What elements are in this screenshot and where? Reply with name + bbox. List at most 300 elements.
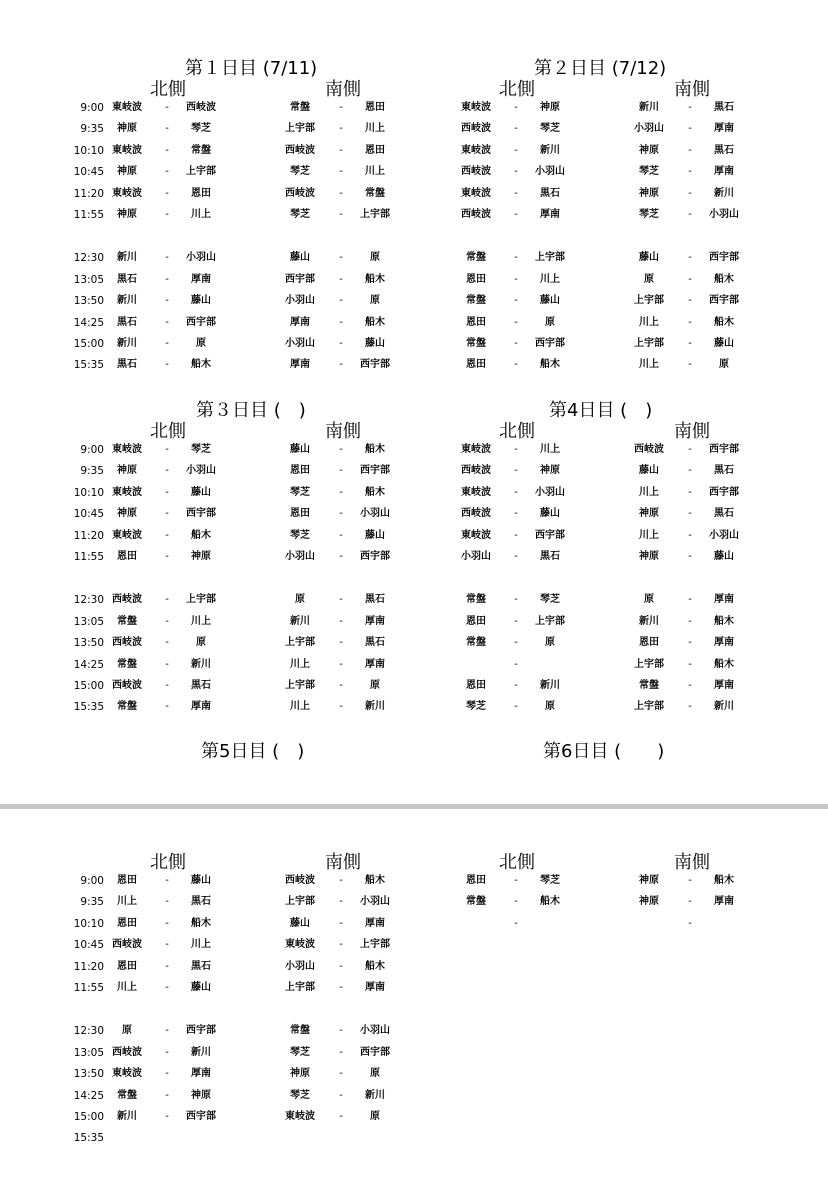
- vs-dash: -: [514, 444, 518, 455]
- vs-dash: -: [165, 486, 169, 498]
- vs-dash: -: [514, 123, 518, 135]
- team-name: 琴芝: [466, 701, 486, 713]
- team-name: 川上: [117, 982, 137, 993]
- team-name: 小羽山: [461, 551, 491, 562]
- time-slot: 10:45: [73, 939, 104, 952]
- team-name: 西宇部: [285, 273, 315, 285]
- time-slot: 9:00: [80, 102, 104, 114]
- team-name: 厚南: [191, 701, 211, 713]
- team-name: 常盤: [117, 1089, 137, 1101]
- vs-dash: -: [339, 316, 343, 328]
- team-name: 琴芝: [540, 123, 560, 135]
- team-name: 西岐波: [285, 875, 315, 886]
- team-name: 琴芝: [290, 166, 310, 178]
- vs-dash: -: [165, 338, 169, 349]
- team-name: 小羽山: [285, 551, 315, 562]
- day-title: 第２日目 (7/12): [534, 58, 667, 79]
- team-name: 小羽山: [186, 465, 216, 477]
- team-name: 船木: [191, 529, 211, 541]
- vs-dash: -: [688, 486, 692, 498]
- team-name: 小羽山: [285, 295, 315, 307]
- team-name: 西岐波: [285, 144, 315, 156]
- vs-dash: -: [339, 1111, 343, 1122]
- team-name: 厚南: [540, 209, 560, 220]
- vs-dash: -: [165, 615, 169, 627]
- team-name: 西宇部: [709, 444, 739, 455]
- team-name: 小羽山: [360, 1025, 390, 1037]
- team-name: 神原: [117, 209, 137, 220]
- team-name: 西岐波: [112, 1046, 142, 1058]
- team-name: 常盤: [290, 102, 310, 113]
- vs-dash: -: [165, 359, 169, 371]
- team-name: 東岐波: [285, 939, 315, 951]
- team-name: 琴芝: [639, 166, 659, 178]
- team-name: 恩田: [290, 508, 310, 520]
- match-row: [0, 356, 828, 374]
- match-row: [0, 656, 828, 674]
- time-slot: 14:25: [73, 1089, 104, 1102]
- vs-dash: -: [165, 939, 169, 951]
- team-name: 川上: [639, 316, 659, 328]
- vs-dash: -: [688, 896, 692, 908]
- time-slot: 15:00: [73, 338, 104, 350]
- vs-dash: -: [514, 252, 518, 264]
- team-name: 新川: [639, 615, 659, 627]
- team-name: 川上: [117, 896, 137, 908]
- vs-dash: -: [688, 615, 692, 627]
- team-name: 厚南: [365, 615, 385, 627]
- team-name: 小羽山: [285, 960, 315, 972]
- match-row: [0, 314, 828, 332]
- team-name: 厚南: [191, 1068, 211, 1080]
- vs-dash: -: [165, 166, 169, 178]
- team-name: 原: [370, 680, 380, 691]
- vs-dash: -: [688, 551, 692, 562]
- team-name: 東岐波: [461, 144, 491, 156]
- team-name: 原: [122, 1025, 132, 1037]
- time-slot: 11:20: [73, 529, 104, 542]
- team-name: 小羽山: [634, 123, 664, 135]
- vs-dash: -: [339, 658, 343, 670]
- vs-dash: -: [339, 486, 343, 498]
- team-name: 恩田: [117, 960, 137, 972]
- team-name: 原: [370, 1111, 380, 1122]
- south-header: 南側: [325, 79, 361, 100]
- time-slot: 15:00: [73, 1111, 104, 1123]
- team-name: 厚南: [714, 637, 734, 649]
- vs-dash: -: [514, 187, 518, 199]
- team-name: 厚南: [714, 680, 734, 691]
- day-title: 第5日目 ( ): [201, 741, 305, 762]
- team-name: 原: [370, 252, 380, 264]
- vs-dash: -: [339, 637, 343, 649]
- time-slot: 10:10: [73, 144, 104, 157]
- team-name: 神原: [639, 508, 659, 520]
- south-header: 南側: [674, 852, 710, 873]
- north-header: 北側: [499, 421, 535, 442]
- team-name: 恩田: [466, 316, 486, 328]
- vs-dash: -: [688, 680, 692, 691]
- time-slot: 15:35: [73, 1132, 104, 1145]
- team-name: 上宇部: [186, 594, 216, 606]
- team-name: 西宇部: [535, 529, 565, 541]
- vs-dash: -: [165, 144, 169, 156]
- team-name: 東岐波: [461, 444, 491, 455]
- team-name: 常盤: [365, 187, 385, 199]
- team-name: 藤山: [191, 295, 211, 307]
- team-name: 西岐波: [112, 680, 142, 691]
- team-name: 上宇部: [285, 637, 315, 649]
- vs-dash: -: [339, 529, 343, 541]
- team-name: 黒石: [714, 144, 734, 156]
- team-name: 東岐波: [461, 187, 491, 199]
- team-name: 西宇部: [186, 508, 216, 520]
- team-name: 黒石: [117, 316, 137, 328]
- vs-dash: -: [339, 273, 343, 285]
- team-name: 厚南: [714, 123, 734, 135]
- match-row: [0, 1022, 828, 1040]
- vs-dash: -: [688, 658, 692, 670]
- team-name: 恩田: [466, 273, 486, 285]
- team-name: 藤山: [290, 444, 310, 455]
- vs-dash: -: [165, 551, 169, 562]
- vs-dash: -: [339, 1068, 343, 1080]
- team-name: 西岐波: [461, 123, 491, 135]
- team-name: 藤山: [191, 486, 211, 498]
- team-name: 黒石: [540, 187, 560, 199]
- team-name: 船木: [714, 658, 734, 670]
- team-name: 船木: [191, 917, 211, 929]
- vs-dash: -: [514, 658, 518, 670]
- time-slot: 13:05: [73, 1046, 104, 1059]
- vs-dash: -: [339, 875, 343, 886]
- time-slot: 9:35: [80, 896, 104, 909]
- team-name: 川上: [639, 486, 659, 498]
- team-name: 藤山: [290, 917, 310, 929]
- team-name: 西岐波: [634, 444, 664, 455]
- vs-dash: -: [514, 338, 518, 349]
- vs-dash: -: [339, 102, 343, 113]
- team-name: 常盤: [466, 252, 486, 264]
- team-name: 西宇部: [360, 359, 390, 371]
- team-name: 船木: [365, 444, 385, 455]
- south-header: 南側: [674, 421, 710, 442]
- vs-dash: -: [165, 1025, 169, 1037]
- team-name: 川上: [191, 939, 211, 951]
- team-name: 新川: [639, 102, 659, 113]
- vs-dash: -: [165, 1046, 169, 1058]
- time-slot: 11:55: [73, 982, 104, 994]
- vs-dash: -: [165, 252, 169, 264]
- vs-dash: -: [514, 273, 518, 285]
- team-name: 西岐波: [461, 508, 491, 520]
- team-name: 西宇部: [186, 1111, 216, 1122]
- match-row: [0, 99, 828, 117]
- vs-dash: -: [165, 1111, 169, 1122]
- team-name: 西岐波: [112, 637, 142, 649]
- vs-dash: -: [514, 637, 518, 649]
- team-name: 上宇部: [634, 701, 664, 713]
- team-name: 琴芝: [639, 209, 659, 220]
- vs-dash: -: [339, 338, 343, 349]
- north-header: 北側: [499, 852, 535, 873]
- vs-dash: -: [514, 594, 518, 606]
- team-name: 常盤: [639, 680, 659, 691]
- team-name: 琴芝: [191, 444, 211, 455]
- vs-dash: -: [688, 359, 692, 371]
- team-name: 船木: [365, 486, 385, 498]
- team-name: 上宇部: [360, 209, 390, 220]
- team-name: 藤山: [714, 338, 734, 349]
- team-name: 厚南: [290, 316, 310, 328]
- south-header: 南側: [325, 852, 361, 873]
- vs-dash: -: [514, 166, 518, 178]
- team-name: 常盤: [466, 338, 486, 349]
- team-name: 常盤: [466, 637, 486, 649]
- match-row: [0, 677, 828, 695]
- north-header: 北側: [150, 79, 186, 100]
- team-name: 厚南: [714, 896, 734, 908]
- team-name: 原: [295, 594, 305, 606]
- vs-dash: -: [514, 551, 518, 562]
- match-row: [0, 634, 828, 652]
- team-name: 神原: [639, 187, 659, 199]
- vs-dash: -: [165, 273, 169, 285]
- vs-dash: -: [339, 960, 343, 972]
- vs-dash: -: [514, 529, 518, 541]
- team-name: 上宇部: [186, 166, 216, 178]
- team-name: 川上: [540, 444, 560, 455]
- vs-dash: -: [165, 594, 169, 606]
- team-name: 東岐波: [112, 144, 142, 156]
- team-name: 小羽山: [186, 252, 216, 264]
- vs-dash: -: [339, 701, 343, 713]
- team-name: 厚南: [714, 594, 734, 606]
- time-slot: 11:55: [73, 209, 104, 221]
- team-name: 神原: [117, 166, 137, 178]
- team-name: 黒石: [117, 359, 137, 371]
- team-name: 船木: [365, 316, 385, 328]
- team-name: 新川: [540, 680, 560, 691]
- team-name: 西宇部: [360, 465, 390, 477]
- team-name: 新川: [191, 1046, 211, 1058]
- vs-dash: -: [339, 1089, 343, 1101]
- north-header: 北側: [150, 852, 186, 873]
- team-name: 厚南: [191, 273, 211, 285]
- north-header: 北側: [150, 421, 186, 442]
- day-title: 第１日目 (7/11): [185, 58, 318, 79]
- vs-dash: -: [339, 1025, 343, 1037]
- team-name: 東岐波: [112, 187, 142, 199]
- team-name: 黒石: [191, 680, 211, 691]
- match-row: [0, 271, 828, 289]
- team-name: 厚南: [714, 166, 734, 178]
- team-name: 恩田: [191, 187, 211, 199]
- time-slot: 10:45: [73, 166, 104, 179]
- team-name: 原: [545, 701, 555, 713]
- team-name: 原: [196, 637, 206, 649]
- vs-dash: -: [165, 680, 169, 691]
- team-name: 琴芝: [290, 529, 310, 541]
- team-name: 常盤: [466, 295, 486, 307]
- team-name: 小羽山: [535, 486, 565, 498]
- team-name: 船木: [191, 359, 211, 371]
- team-name: 恩田: [290, 465, 310, 477]
- team-name: 常盤: [466, 594, 486, 606]
- vs-dash: -: [688, 316, 692, 328]
- team-name: 船木: [714, 615, 734, 627]
- vs-dash: -: [165, 508, 169, 520]
- vs-dash: -: [339, 444, 343, 455]
- team-name: 厚南: [365, 658, 385, 670]
- team-name: 新川: [117, 338, 137, 349]
- team-name: 琴芝: [290, 1046, 310, 1058]
- team-name: 常盤: [117, 658, 137, 670]
- team-name: 黒石: [191, 960, 211, 972]
- match-row: [0, 872, 828, 890]
- vs-dash: -: [514, 615, 518, 627]
- vs-dash: -: [339, 615, 343, 627]
- team-name: 上宇部: [360, 939, 390, 951]
- team-name: 新川: [714, 701, 734, 713]
- time-slot: 12:30: [73, 1025, 104, 1038]
- team-name: 原: [644, 273, 654, 285]
- vs-dash: -: [688, 508, 692, 520]
- team-name: 藤山: [191, 982, 211, 993]
- team-name: 黒石: [540, 551, 560, 562]
- team-name: 西宇部: [709, 486, 739, 498]
- vs-dash: -: [165, 960, 169, 972]
- vs-dash: -: [514, 316, 518, 328]
- team-name: 川上: [365, 166, 385, 178]
- match-row: [0, 249, 828, 267]
- team-name: 黒石: [191, 896, 211, 908]
- team-name: 常盤: [290, 1025, 310, 1037]
- team-name: 神原: [540, 465, 560, 477]
- team-name: 原: [370, 1068, 380, 1080]
- vs-dash: -: [339, 359, 343, 371]
- team-name: 上宇部: [285, 680, 315, 691]
- team-name: 恩田: [466, 359, 486, 371]
- time-slot: 15:00: [73, 680, 104, 692]
- team-name: 川上: [540, 273, 560, 285]
- day-title: 第6日目 ( ): [543, 741, 665, 762]
- team-name: 琴芝: [191, 123, 211, 135]
- team-name: 川上: [365, 123, 385, 135]
- day-title: 第4日目 ( ): [549, 400, 653, 421]
- time-slot: 11:20: [73, 960, 104, 973]
- vs-dash: -: [165, 444, 169, 455]
- team-name: 船木: [365, 875, 385, 886]
- team-name: 船木: [714, 273, 734, 285]
- match-row: [0, 120, 828, 138]
- team-name: 船木: [540, 359, 560, 371]
- team-name: 上宇部: [634, 295, 664, 307]
- match-row: [0, 548, 828, 566]
- time-slot: 10:10: [73, 917, 104, 930]
- vs-dash: -: [339, 982, 343, 993]
- page-divider: [0, 804, 828, 809]
- match-row: [0, 936, 828, 954]
- team-name: 琴芝: [540, 594, 560, 606]
- team-name: 東岐波: [112, 444, 142, 455]
- vs-dash: -: [165, 1068, 169, 1080]
- team-name: 藤山: [191, 875, 211, 886]
- time-slot: 13:05: [73, 273, 104, 286]
- vs-dash: -: [688, 465, 692, 477]
- vs-dash: -: [688, 917, 692, 929]
- team-name: 西岐波: [461, 465, 491, 477]
- team-name: 神原: [191, 1089, 211, 1101]
- team-name: 原: [719, 359, 729, 371]
- team-name: 東岐波: [461, 529, 491, 541]
- match-row: [0, 979, 828, 997]
- team-name: 原: [196, 338, 206, 349]
- match-row: [0, 1129, 828, 1147]
- team-name: 船木: [714, 875, 734, 886]
- team-name: 神原: [117, 123, 137, 135]
- team-name: 新川: [117, 1111, 137, 1122]
- team-name: 原: [545, 316, 555, 328]
- team-name: 藤山: [714, 551, 734, 562]
- vs-dash: -: [339, 680, 343, 691]
- match-row: [0, 163, 828, 181]
- vs-dash: -: [514, 209, 518, 220]
- time-slot: 13:50: [73, 295, 104, 308]
- team-name: 川上: [290, 658, 310, 670]
- team-name: 恩田: [117, 875, 137, 886]
- vs-dash: -: [165, 658, 169, 670]
- team-name: 常盤: [117, 615, 137, 627]
- team-name: 藤山: [540, 508, 560, 520]
- team-name: 西岐波: [461, 209, 491, 220]
- vs-dash: -: [165, 1089, 169, 1101]
- time-slot: 14:25: [73, 658, 104, 671]
- team-name: 厚南: [290, 359, 310, 371]
- team-name: 上宇部: [535, 615, 565, 627]
- vs-dash: -: [165, 295, 169, 307]
- team-name: 黒石: [714, 465, 734, 477]
- team-name: 西岐波: [186, 102, 216, 113]
- north-header: 北側: [499, 79, 535, 100]
- match-row: [0, 335, 828, 353]
- vs-dash: -: [339, 123, 343, 135]
- vs-dash: -: [688, 594, 692, 606]
- team-name: 琴芝: [540, 875, 560, 886]
- time-slot: 15:35: [73, 701, 104, 714]
- team-name: 新川: [714, 187, 734, 199]
- vs-dash: -: [165, 316, 169, 328]
- vs-dash: -: [339, 144, 343, 156]
- team-name: 原: [370, 295, 380, 307]
- team-name: 船木: [365, 273, 385, 285]
- team-name: 川上: [639, 359, 659, 371]
- vs-dash: -: [688, 252, 692, 264]
- team-name: 黒石: [117, 273, 137, 285]
- vs-dash: -: [514, 295, 518, 307]
- team-name: 原: [644, 594, 654, 606]
- team-name: 新川: [117, 295, 137, 307]
- match-row: [0, 441, 828, 459]
- team-name: 藤山: [639, 465, 659, 477]
- vs-dash: -: [514, 508, 518, 520]
- team-name: 上宇部: [535, 252, 565, 264]
- vs-dash: -: [339, 1046, 343, 1058]
- team-name: 上宇部: [285, 123, 315, 135]
- team-name: 恩田: [117, 551, 137, 562]
- team-name: 藤山: [639, 252, 659, 264]
- team-name: 新川: [191, 658, 211, 670]
